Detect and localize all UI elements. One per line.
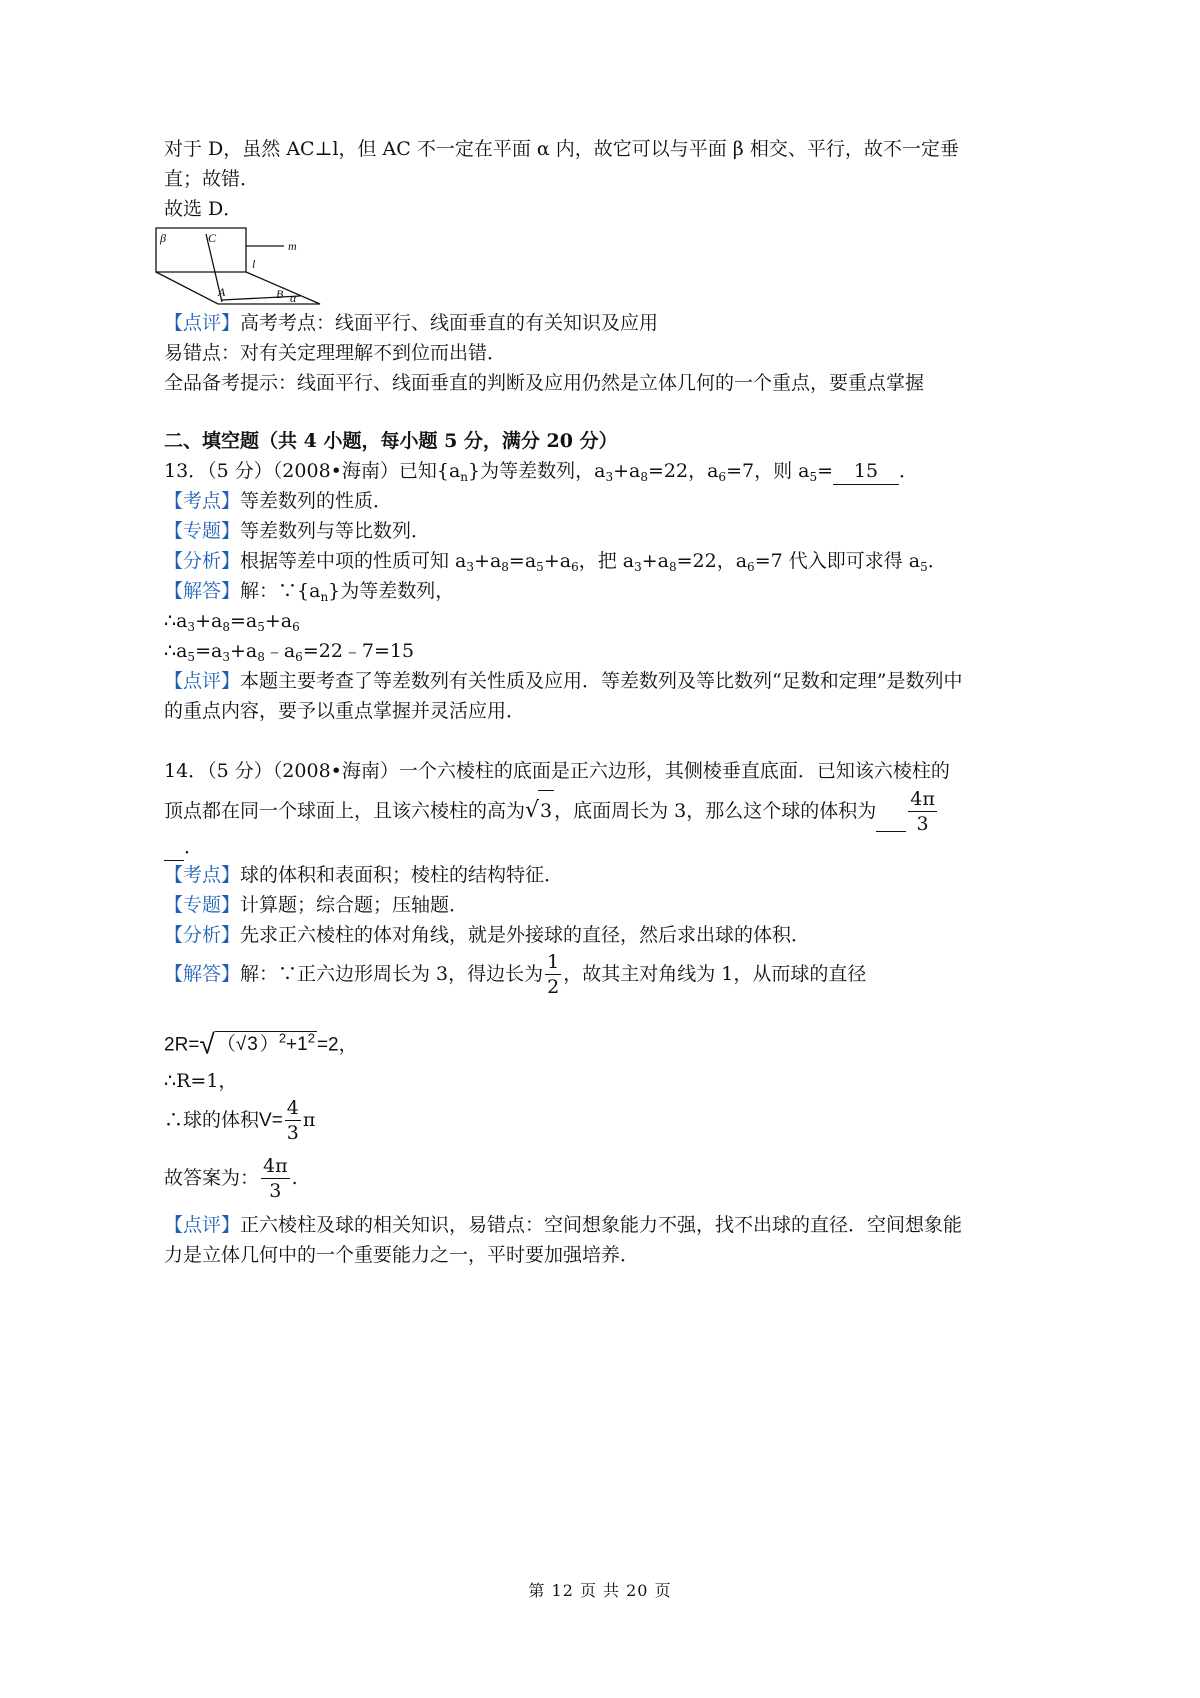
text-line: 全品备考提示：线面平行、线面垂直的判断及应用仍然是立体几何的一个重点，要重点掌握 — [164, 372, 925, 394]
section-title: 二、填空题（共 4 小题，每小题 5 分，满分 20 分） — [164, 430, 618, 452]
q14-stem3: ． — [164, 834, 203, 861]
q13-jieda: 【解答】解：$\because\{a_n\}$为等差数列， — [164, 580, 455, 604]
q13-step1: $\therefore a_3+a_8=a_5+a_6$ — [164, 610, 300, 634]
page-footer: 第 12 页 共 20 页 — [528, 1581, 672, 1600]
q14-r1: ∴R=1， — [164, 1070, 238, 1092]
label-b: B — [276, 287, 284, 301]
q14-volume: ∴球的体积V= $\frac{4}{3}$ π — [164, 1097, 316, 1144]
q13-step2: $\therefore a_5=a_3+a_8﹣a_6=22﹣7=15$ — [164, 640, 415, 664]
text-line: 易错点：对有关定理理解不到位而出错． — [164, 342, 507, 364]
label-m: m — [288, 239, 297, 253]
q14-stem1: 14．（5 分）（2008•海南）一个六棱柱的底面是正六边形，其侧棱垂直底面．已知该六棱柱的 — [164, 760, 950, 782]
q13-kaodian: 【考点】等差数列的性质． — [164, 490, 393, 512]
text-line: 直；故错． — [164, 168, 260, 190]
label-c: C — [208, 231, 217, 245]
q14-jieda: 【解答】解：∵正六边形周长为 3，得边长为 $\frac{1}{2}$ ，故其主对角线为 1，从而球的直径 — [164, 951, 867, 998]
q14-kaodian: 【考点】球的体积和表面积；棱柱的结构特征． — [164, 864, 564, 886]
text-line: 力是立体几何中的一个重要能力之一，平时要加强培养． — [164, 1244, 640, 1266]
label-a: A — [218, 285, 226, 299]
q13-zhuanti: 【专题】等差数列与等比数列． — [164, 520, 431, 542]
q14-dianping: 【点评】正六棱柱及球的相关知识，易错点：空间想象能力不强，找不出球的直径．空间想象能 — [164, 1214, 963, 1236]
q14-zhuanti: 【专题】计算题；综合题；压轴题． — [164, 894, 469, 916]
comment-line: 【点评】高考考点：线面平行、线面垂直的有关知识及应用 — [164, 312, 659, 334]
q14-answer: 故答案为： $\frac{4\pi}{3}$ . — [164, 1155, 298, 1202]
q13-dianping: 【点评】本题主要考查了等差数列有关性质及应用．等差数列及等比数列“足数和定理”是数列中 — [164, 670, 963, 692]
q14-fenxi: 【分析】先求正六棱柱的体对角线，就是外接球的直径，然后求出球的体积． — [164, 924, 811, 946]
text-line: 的重点内容，要予以重点掌握并灵活应用． — [164, 700, 526, 722]
sqrt-3: 3 — [538, 790, 554, 831]
q14-stem2: 顶点都在同一个球面上，且该六棱柱的高为√3 ，底面周长为 3，那么这个球的体积为 $\frac{4\pi}{3}$ — [164, 788, 935, 835]
text-line: 对于 D，虽然 AC⊥l，但 AC 不一定在平面 α 内，故它可以与平面 β 相交、平行，故不一定垂 — [164, 138, 959, 160]
label-beta: β — [160, 231, 166, 245]
text-line: 故选 D． — [164, 198, 243, 220]
q14-equation: 2R=√ （√3 ）$^2+1^2 =2$， — [164, 1028, 358, 1060]
label-l: l — [252, 257, 256, 271]
answer-blank: 15 — [833, 458, 899, 485]
geometry-figure — [150, 224, 330, 312]
q13-fenxi: 【分析】根据等差中项的性质可知 $a_3+a_8=a_5+a_6$，把 $a_3+a_8=22$，$a_6=7$ 代入即可求得 $a_5$． — [164, 550, 947, 574]
comment-tag: 【点评】 — [164, 312, 241, 334]
label-alpha: α — [290, 291, 297, 305]
q13-stem: 13．（5 分）（2008•海南）已知$\{a_n\}$为等差数列，$a_3+a_8=22$，$a_6=7$，则 $a_5= 15$ ． — [164, 460, 919, 484]
